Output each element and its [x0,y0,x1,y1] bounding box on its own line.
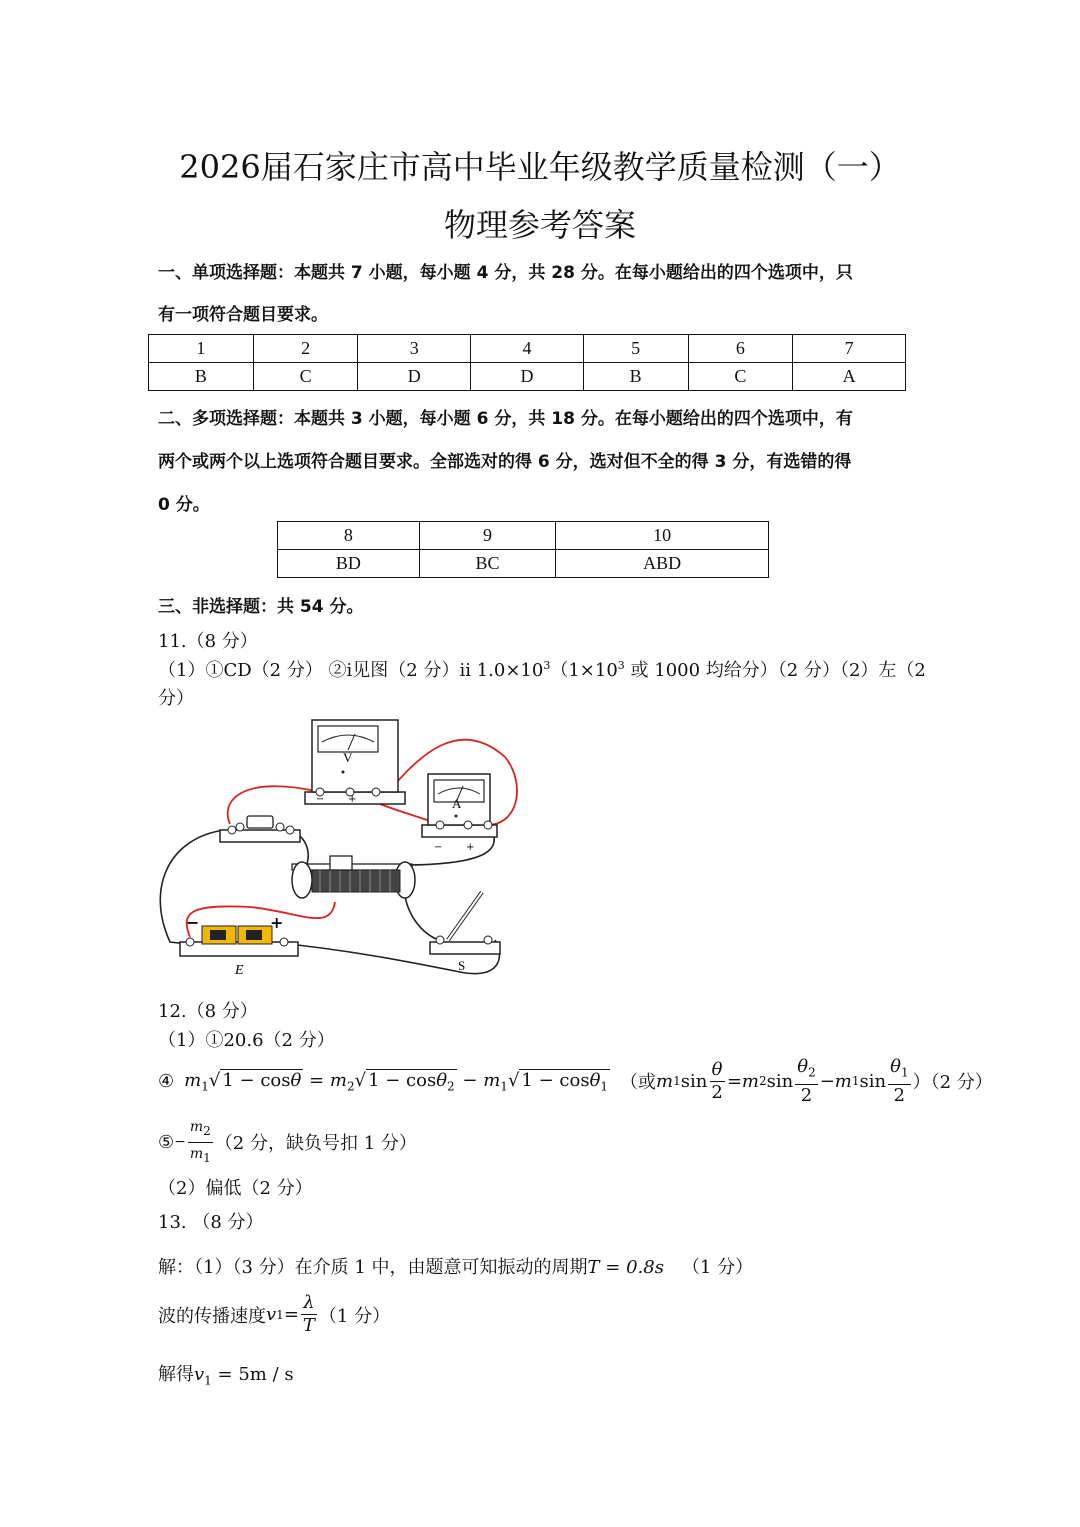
table-cell: B [149,363,254,391]
table-cell: BC [419,550,555,578]
table-cell: 7 [793,335,906,363]
q13-line2-score: （1 分） [318,1305,391,1327]
item4-alt-prefix: （或 [620,1072,657,1094]
battery-plus: + [270,913,284,932]
section2-instruction-line3: 0 分。 [158,495,210,515]
q13-line1 [158,1253,753,1279]
q11-text-a: （1）①CD（2 分） ②ⅰ见图（2 分）ⅱ 1.0×10 [158,660,544,681]
circuit-diagram [150,712,520,982]
q12-answer-line1: （1）①20.6（2 分） [158,1030,335,1051]
section2-instruction-line2: 两个或两个以上选项符合题目要求。全部选对的得 6 分，选对但不全的得 3 分，有选错的得 [158,452,852,472]
q13-line3: 解得$v_1 = 5m / s$ [158,1364,294,1388]
section3-heading: 三、非选择题：共 54 分。 [158,597,364,617]
table-cell: 3 [358,335,471,363]
table-cell: D [471,363,584,391]
table-cell: 5 [583,335,688,363]
table-cell: C [253,363,358,391]
q12-header: 12.（8 分） [158,1001,258,1022]
q12-answer-last: （2）偏低（2 分） [158,1178,313,1199]
ammeter-label: A [452,796,462,811]
table-cell: 2 [253,335,358,363]
table-cell: 9 [419,522,555,550]
multi-choice-answer-table [277,521,769,578]
table-row-numbers [149,335,906,363]
table-cell: BD [278,550,420,578]
formula-momentum: $m_1√$ $1 - \cos\theta = m_2√$ $1 - \cos\theta_2 - m_1√$ 1 − cosθ$_1$ [184,1069,609,1094]
switch-label: S [458,958,466,973]
q11-exponent: 3 [617,659,625,672]
table-row-answers [278,550,769,578]
q11-header: 11.（8 分） [158,631,258,652]
terminal-plus: + [348,794,357,805]
q11-text-b: （1×10 [550,660,618,681]
battery-label: E [235,963,244,978]
table-cell: 10 [556,522,769,550]
q13-line1-score: （1 分） [681,1257,754,1278]
q11-text-c: 或 1000 均给分）（2 分）（2）左（2 [624,660,926,681]
item4-label: ④ [158,1070,175,1092]
terminal-plus: + [466,842,475,853]
item5-label: ⑤ [158,1131,175,1153]
table-cell: 6 [688,335,793,363]
switch-icon [430,892,500,973]
item4-tail: ）（2 分） [912,1072,993,1094]
q12-item5 [158,1116,417,1169]
battery-minus: − [186,913,200,932]
table-cell: 8 [278,522,420,550]
table-cell: 1 [149,335,254,363]
q13-line3-text: 解得 [158,1364,194,1385]
voltmeter-icon [305,720,405,805]
q12-item4-equation [158,1056,993,1107]
resistor-icon [220,816,300,842]
battery-icon [180,913,298,978]
ammeter-icon [422,774,497,853]
rheostat-icon [292,856,415,898]
q11-answer-line2: 分） [158,688,194,709]
q13-line2 [158,1292,390,1337]
table-cell: D [358,363,471,391]
q13-line1-eq: T = 0.8s [587,1257,664,1278]
q13-line3-eq: = 5m / s [211,1364,294,1385]
item5-tail: （2 分，缺负号扣 1 分） [214,1133,417,1155]
table-cell: A [793,363,906,391]
formula-momentum-alt: m 1 sin $\frac{\theta}{2}$ = m 2 sin $\frac{\theta_2}{2}$ − m 1 sin $\frac{\theta_1}{2}$ [656,1056,909,1106]
terminal-minus: − [316,794,325,805]
table-cell: 4 [471,335,584,363]
table-cell: C [688,363,793,391]
section2-instruction-line1: 二、多项选择题：本题共 3 小题，每小题 6 分，共 18 分。在每小题给出的四个选项中，有 [158,409,853,429]
section1-instruction-line1: 一、单项选择题：本题共 7 小题，每小题 4 分，共 28 分。在每小题给出的四个选项中，只 [158,263,853,283]
q13-header: 13. （8 分） [158,1212,264,1233]
table-cell: B [583,363,688,391]
table-row-numbers [278,522,769,550]
voltmeter-label: V [343,750,353,765]
formula-wave-speed: v 1 = $\frac{\lambda}{T}$ [266,1292,315,1336]
formula-ratio: − $\frac{m_2}{m_1}$ [174,1116,215,1169]
page-subtitle: 物理参考答案 [443,206,636,244]
page-title: 2026届石家庄市高中毕业年级教学质量检测（一） [179,148,901,186]
single-choice-answer-table [148,334,906,391]
table-row-answers [149,363,906,391]
section1-instruction-line2: 有一项符合题目要求。 [158,305,328,325]
q11-exponent: 3 [543,659,551,672]
terminal-minus: − [434,842,443,853]
q13-line1-text: 解：（1）（3 分）在介质 1 中，由题意可知振动的周期 [158,1257,588,1278]
table-cell: ABD [556,550,769,578]
q13-line2-text: 波的传播速度 [158,1305,266,1327]
q11-answer-line1 [158,656,926,682]
